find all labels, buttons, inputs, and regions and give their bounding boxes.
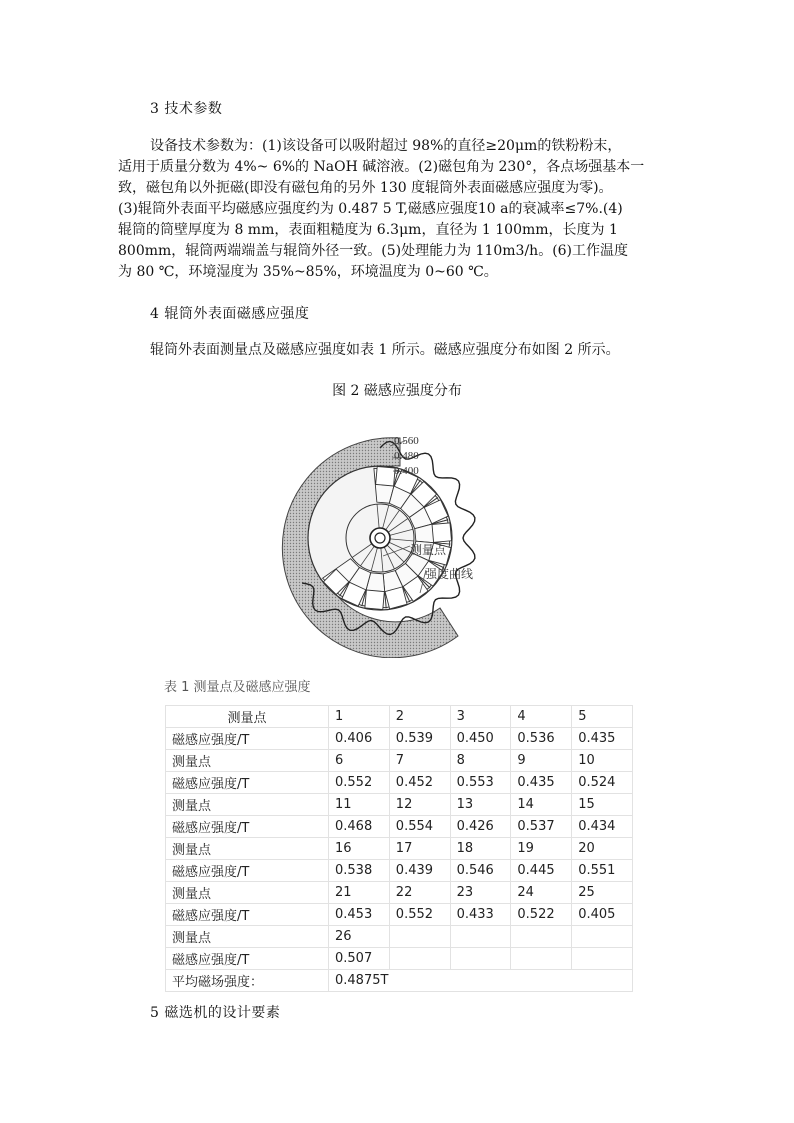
table-row-label: 磁感应强度/T (166, 904, 329, 926)
table-row (166, 794, 633, 816)
table-row (166, 706, 633, 728)
section3-line: 致，磁包角以外扼磁(即没有磁包角的另外 130 度辊筒外表面磁感应强度为零)。 (118, 180, 613, 196)
table-cell: 4 (511, 706, 572, 728)
table-row (166, 948, 633, 970)
table1-caption: 表 1 测量点及磁感应强度 (164, 680, 311, 695)
figure2-caption: 图 2 磁感应强度分布 (332, 383, 462, 399)
section3-line: 适用于质量分数为 4%~ 6%的 NaOH 碱溶液。(2)磁包角为 230°，各点场强基本一 (118, 159, 645, 175)
section3-line: (3)辊筒外表面平均磁感应强度约为 0.487 5 T,磁感应强度10 a的衰减率≤7%.(4) (118, 201, 623, 217)
table-row (166, 860, 633, 882)
section5-heading: 5 磁选机的设计要素 (150, 1005, 281, 1021)
table-cell: 23 (450, 882, 511, 904)
table-row-label: 测量点 (166, 706, 329, 728)
table-cell: 0.537 (511, 816, 572, 838)
table-cell: 0.435 (511, 772, 572, 794)
scale-label-1: 0.560 (394, 435, 419, 447)
table-cell: 0.450 (450, 728, 511, 750)
table-row-label: 测量点 (166, 882, 329, 904)
magnet-block (432, 523, 452, 543)
section3-line: 设备技术参数为：(1)该设备可以吸附超过 98%的直径≥20μm的铁粉粉末， (150, 138, 622, 154)
table-row-label: 测量点 (166, 794, 329, 816)
table-row-label: 磁感应强度/T (166, 728, 329, 750)
table-cell: 0.453 (329, 904, 390, 926)
table-cell: 17 (389, 838, 450, 860)
table-cell: 15 (572, 794, 633, 816)
table-row-label: 平均磁场强度： (166, 970, 329, 992)
table-cell: 0.553 (450, 772, 511, 794)
drum-axle (375, 533, 385, 543)
table-cell (572, 926, 633, 948)
table-cell: 0.435 (572, 728, 633, 750)
table-cell: 0.406 (329, 728, 390, 750)
measure-point-label: 测量点 (410, 543, 447, 557)
table-row-label: 测量点 (166, 926, 329, 948)
section4-intro (118, 340, 678, 361)
table-cell (572, 948, 633, 970)
table-cell: 0.468 (329, 816, 390, 838)
table-row-label: 测量点 (166, 750, 329, 772)
table-row (166, 772, 633, 794)
table-cell: 24 (511, 882, 572, 904)
table-row-label: 磁感应强度/T (166, 948, 329, 970)
table-cell: 0.524 (572, 772, 633, 794)
table-row (166, 882, 633, 904)
table-cell: 8 (450, 750, 511, 772)
table-cell: 5 (572, 706, 633, 728)
table-cell: 0.522 (511, 904, 572, 926)
section4-intro-text: 辊筒外表面测量点及磁感应强度如表 1 所示。磁感应强度分布如图 2 所示。 (150, 342, 620, 358)
table-row (166, 816, 633, 838)
table-row-label: 测量点 (166, 838, 329, 860)
table-cell: 0.538 (329, 860, 390, 882)
section3-heading: 3 技术参数 (150, 101, 223, 117)
table-cell: 16 (329, 838, 390, 860)
table-cell (389, 948, 450, 970)
table-row (166, 970, 633, 992)
table-cell: 20 (572, 838, 633, 860)
table-cell: 14 (511, 794, 572, 816)
table-cell: 13 (450, 794, 511, 816)
table-cell: 0.445 (511, 860, 572, 882)
table1 (165, 705, 633, 992)
section3-line: 800mm，辊筒两端端盖与辊筒外径一致。(5)处理能力为 110m3/h。(6)工作温度 (118, 243, 629, 259)
table-cell (389, 926, 450, 948)
section3-line: 为 80 ℃，环境湿度为 35%~85%，环境温度为 0~60 ℃。 (118, 264, 498, 280)
table-cell: 0.507 (329, 948, 390, 970)
table-cell: 0.452 (389, 772, 450, 794)
table-row-label: 磁感应强度/T (166, 816, 329, 838)
table-cell: 26 (329, 926, 390, 948)
table-cell: 0.434 (572, 816, 633, 838)
table-cell: 25 (572, 882, 633, 904)
table-cell: 0.4875T (329, 970, 633, 992)
scale-label-3: 0.400 (394, 465, 419, 477)
table-cell: 6 (329, 750, 390, 772)
table-cell: 12 (389, 794, 450, 816)
table-cell: 2 (389, 706, 450, 728)
table-cell: 0.546 (450, 860, 511, 882)
table-cell: 18 (450, 838, 511, 860)
table-cell: 1 (329, 706, 390, 728)
intensity-curve-label: 强度曲线 (425, 567, 474, 581)
table-cell: 0.554 (389, 816, 450, 838)
figure2-diagram (280, 428, 520, 658)
table-cell: 10 (572, 750, 633, 772)
table-cell: 0.552 (389, 904, 450, 926)
table-cell (450, 926, 511, 948)
table-row (166, 728, 633, 750)
table-cell: 0.405 (572, 904, 633, 926)
table-cell: 11 (329, 794, 390, 816)
section4-heading: 4 辊筒外表面磁感应强度 (150, 306, 310, 322)
table-cell: 0.433 (450, 904, 511, 926)
table-cell (450, 948, 511, 970)
table-cell: 0.426 (450, 816, 511, 838)
table-cell: 21 (329, 882, 390, 904)
table-cell: 0.439 (389, 860, 450, 882)
table-cell: 0.551 (572, 860, 633, 882)
table-cell: 0.552 (329, 772, 390, 794)
table-row (166, 750, 633, 772)
scale-label-2: 0.480 (394, 450, 419, 462)
table-cell: 22 (389, 882, 450, 904)
section3-paragraph (118, 136, 678, 283)
table-cell: 7 (389, 750, 450, 772)
table-cell (511, 926, 572, 948)
table-cell: 3 (450, 706, 511, 728)
table-cell: 19 (511, 838, 572, 860)
table-row-label: 磁感应强度/T (166, 860, 329, 882)
table-cell: 9 (511, 750, 572, 772)
table-row (166, 838, 633, 860)
table-cell: 0.539 (389, 728, 450, 750)
section3-line: 辊筒的筒壁厚度为 8 mm，表面粗糙度为 6.3μm，直径为 1 100mm，长度为 1 (118, 222, 618, 238)
table-cell: 0.536 (511, 728, 572, 750)
table-cell (511, 948, 572, 970)
magnet-block (365, 590, 385, 610)
magnet-block (376, 466, 396, 486)
table-row (166, 904, 633, 926)
table-row-label: 磁感应强度/T (166, 772, 329, 794)
table-row (166, 926, 633, 948)
